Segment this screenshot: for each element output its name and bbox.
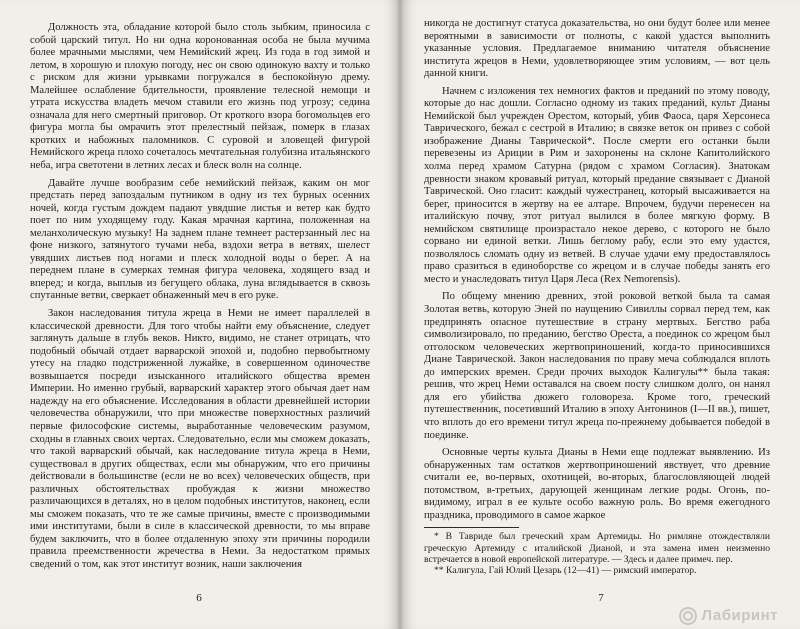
right-paragraph-1: никогда не достигнут статуса доказательства, но они будут более или менее вероятными в зависимости от полноты, с какой удастся выполнить указанные условия. Предлагаемое вниманию читателя объяснение института жрецов в Неми, удовлетворяющее этим условиям, — вот цель данной книги. [424,18,770,80]
right-page-number: 7 [598,592,604,605]
labyrinth-logo-icon [679,607,697,625]
watermark-text: Лабиринт [701,606,778,624]
right-paragraph-2: Начнем с изложения тех немногих фактов и преданий по этому поводу, которые до нас дошли. Согласно одному из таких преданий, культ Дианы Немийской был учрежден Орестом, который, убив Фаоса, царя Херсонеса Таврического, бежал с сестрой в Италию; в связке веток он привез с собой изображение Дианы Таврической*. После смерти его останки были перевезены из Ариции в Рим и захоронены на склоне Капитолийского холма перед храмом Сатурна (рядом с храмом Согласия). Знатокам древности знаком кровавый ритуал, который предание связывает с Дианой Таврической. Оно гласит: каждый чужестранец, который высаживается на берег, приносится в жертву на ее алтаре. Впрочем, будучи перенесен на италийскую почву, этот ритуал вылился в более мягкую форму. В немийском святилище произрастало некое дерево, с которого не было сорвано ни единой ветки. Лишь беглому рабу, если это ему удастся, позволялось сломать одну из ветвей. В случае удачи ему предоставлялось право сразиться в единоборстве со жрецом и в случае победы занять его место и унаследовать титул Царя Леса (Rex Nemorensis). [424,85,770,285]
right-paragraph-4: Основные черты культа Дианы в Неми еще подлежат выявлению. Из обнаруженных там остатков жертвоприношений явствует, что древние считали ее, во-первых, охотницей, во-вторых, благословляющей людей потомством, в-третьих, дарующей женщинам легкие роды. Огонь, по-видимому, играл в ее культе особо важную роль. Во время ежегодного праздника, проводимого в самое жаркое [424,447,770,521]
footnote-rule [424,527,519,528]
left-page-number: 6 [196,592,202,605]
footnote-1: * В Тавриде был греческий храм Артемиды. Но римляне отождествляли греческую Артемиду с италийской Дианой, и эта замена имен неизменно встречается в новой европейской литературе. — Здесь и далее примеч. пер. [424,531,770,565]
footnotes [424,531,770,576]
left-paragraph-3: Закон наследования титула жреца в Неми не имеет параллелей в классической древности. Для того чтобы найти ему объяснение, следует заглянуть дальше в глубь веков. Никто, видимо, не станет отрицать, что подобный обычай отдает варварской эпохой и, подобно первобытному утесу на гладко подстриженной лужайке, в совершенном одиночестве возвышается посреди изысканного италийского общества времен Империи. Но именно грубый, варварский характер этого обычая дает нам надежду на его объяснение. Исследования в области древнейшей истории человечества обнаружили, что при множестве поверхностных различий первые философские системы, выработанные человеческим разумом, сходны в главных своих чертах. Следовательно, если мы сможем доказать, что такой варварский обычай, как наследование титула жреца в Неми, существовал в других обществах, если мы обнаружим, что его причины действовали в большинстве (если не во всех) человеческих обществ, при различных обстоятельствах пробуждая к жизни множество различающихся в деталях, но в целом подобных институтов, наконец, если мы сможем показать, что те же самые причины, вместе с производимыми ими институтами, были в силе в классической древности, то мы вправе будем заключить, что в более отдаленную эпоху эти причины породили правила преемственности жречества в Неми. За недостатком прямых сведений о том, как этот институт возник, наши заключения [30,308,370,570]
footnote-2: ** Калигула, Гай Юлий Цезарь (12—41) — римский император. [434,564,697,576]
left-page [0,0,398,629]
right-page [402,0,800,629]
left-paragraph-2: Давайте лучше вообразим себе немийский пейзаж, каким он мог предстать перед запоздалым путником в одну из тех бурных осенних ночей, когда густым дождем падают увядшие листья и ветер как будто поет по ним уходящему году. Какая мрачная картина, положенная на меланхолическую музыку! На заднем плане темнеет растерзанный лес на фоне низкого, затянутого тучами неба, вздохи ветра в ветвях, шелест увядших листьев под ногами и плеск холодной воды о берег. А на переднем плане в сумерках темная фигура человека, ходящего взад и вперед; и когда, выплыв из бегущего облака, луна вглядывается в сквозь спутанные ветви, сверкает обнаженный меч в его руке. [30,177,370,302]
right-paragraph-3: По общему мнению древних, этой роковой веткой была та самая Золотая ветвь, которую Эней по наущению Сивиллы сорвал перед тем, как предпринять опасное путешествие в страну мертвых. Бегство раба символизировало, по преданию, бегство Ореста, а поединок со жрецом был отголоском человеческих жертвоприношений, когда-то приносившихся Диане Таврической. Закон наследования по праву меча соблюдался вплоть до имперских времен. Среди прочих выходок Калигулы** была такая: решив, что жрец Неми оставался на своем посту слишком долго, он нанял для его убийства дюжего головореза. Кроме того, греческий путешественник, посетивший Италию в эпоху Антонинов (I—II вв.), пишет, что вплоть до его времени титул жреца по-прежнему добывается победой в поединке. [424,291,770,441]
watermark [679,607,778,625]
left-paragraph-1: Должность эта, обладание которой было столь зыбким, приносила с собой царский титул. Но ни одна коронованная особа не была мучима более мрачными мыслями, чем Немийский жрец. Из года в год зимой и летом, в хорошую и плохую погоду, нес он свою одинокую вахту и только с риском для жизни урывками погружался в беспокойную дрему. Малейшее ослабление бдительности, проявление телесной немощи и утрата искусства владеть мечом ставили его жизнь под угрозу; седина означала для него смертный приговор. От кроткого взора богомольцев его фигура могла бы омрачить этот прелестный пейзаж, померк в глазах кротких и набожных паломников. С суровой и зловещей фигурой Немийского жреца плохо сочеталось мечтательная голубизна итальянского неба, игра светотени в летних лесах и блеск волн на солнце. [30,22,370,172]
